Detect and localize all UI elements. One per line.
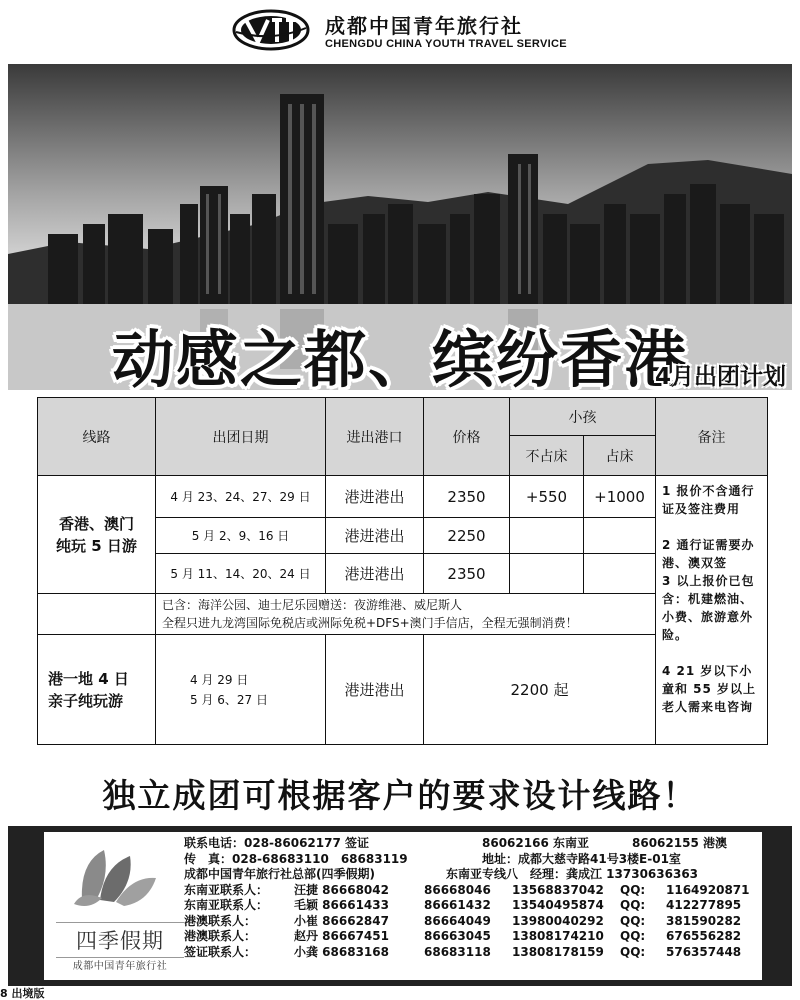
price: 2250 <box>424 518 510 554</box>
depart-date: 4 月 29 日 5 月 6、27 日 <box>156 635 326 745</box>
brand-name-cn: 成都中国青年旅行社 <box>325 14 523 38</box>
notes <box>656 476 768 745</box>
note-item: 4 21 岁以下小童和 55 岁以上老人需来电咨询 <box>662 664 757 714</box>
route-name: 香港、澳门 纯玩 5 日游 <box>38 476 156 594</box>
depart-date: 5 月 2、9、16 日 <box>156 518 326 554</box>
child-no-bed: +550 <box>510 476 584 518</box>
price: 2350 <box>424 476 510 518</box>
contact-person-row: 东南亚联系人： 汪捷 86668042 86668046 13568837042 QQ: 1164920871 <box>184 882 750 897</box>
header-with-bed: 占床 <box>584 436 656 476</box>
header-price: 价格 <box>424 398 510 476</box>
contact-box <box>44 832 762 980</box>
contact-person-row: 港澳联系人： 小崔 86662847 86664049 13980040292 QQ: 381590282 <box>184 913 742 928</box>
route-name: 港一地 4 日 亲子纯玩游 <box>38 635 156 745</box>
contact-person-row: 港澳联系人： 赵丹 86667451 86663045 13808174210 QQ: 676556282 <box>184 929 742 943</box>
price: 2200 起 <box>424 635 656 745</box>
included-items: 已含：海洋公园、迪士尼乐园赠送：夜游维港、威尼斯人 全程只进九龙湾国际免税店或洲际免税+DFS+澳门手信店，全程无强制消费！ <box>156 594 656 635</box>
page-footer: 8 出境版 <box>0 987 45 1000</box>
price: 2350 <box>424 554 510 594</box>
note-item: 3 以上报价已包含：机建燃油、小费、旅游意外险。 <box>662 574 755 642</box>
port: 港进港出 <box>326 518 424 554</box>
contact-line: 成都中国青年旅行社总部(四季假期) 东南亚专线八 经理：龚成江 13730636363 <box>184 867 699 881</box>
note-item: 2 通行证需要办港、澳双签 <box>662 538 755 570</box>
depart-date: 5 月 11、14、20、24 日 <box>156 554 326 594</box>
port: 港进港出 <box>326 635 424 745</box>
depart-date: 4 月 23、24、27、29 日 <box>156 476 326 518</box>
contact-line: 联系电话：028-86062177 签证 86062166 东南亚 86062155 港澳 <box>184 836 727 850</box>
brand-name-en: CHENGDU CHINA YOUTH TRAVEL SERVICE <box>325 38 567 50</box>
headline: 动感之都、缤纷香港 <box>111 323 688 390</box>
child-with-bed <box>584 518 656 554</box>
child-no-bed <box>510 518 584 554</box>
contact-person-row: 东南亚联系人： 毛颖 86661433 86661432 13540495874 QQ: 412277895 <box>184 898 742 912</box>
four-seasons-logo <box>52 842 176 972</box>
header-route: 线路 <box>38 398 156 476</box>
cyts-logo-icon <box>232 8 310 52</box>
header-date: 出团日期 <box>156 398 326 476</box>
port: 港进港出 <box>326 554 424 594</box>
contact-panel <box>8 826 792 986</box>
contact-line: 传 真：028-68683110 68683119 地址：成都大慈寺路41号3楼E-01室 <box>184 851 681 866</box>
plan-title: 4月出团计划 <box>654 364 786 390</box>
table-row <box>38 476 768 518</box>
port: 港进港出 <box>326 476 424 518</box>
four-seasons-name: 四季假期 <box>56 922 184 958</box>
child-no-bed <box>510 554 584 594</box>
contact-info <box>184 836 758 960</box>
contact-person-row: 签证联系人： 小龚 68683168 68683118 13808178159 QQ: 576357448 <box>184 944 742 959</box>
header <box>0 0 800 66</box>
tour-schedule-table <box>37 397 768 745</box>
hero-banner <box>8 64 792 390</box>
child-with-bed: +1000 <box>584 476 656 518</box>
four-seasons-flower-icon <box>52 842 176 918</box>
slogan: 独立成团可根据客户的要求设计线路！ <box>102 776 698 815</box>
header-child: 小孩 <box>510 398 656 436</box>
header-notes: 备注 <box>656 398 768 476</box>
header-port: 进出港口 <box>326 398 424 476</box>
note-item: 1 报价不含通行证及签注费用 <box>662 484 755 516</box>
header-no-bed: 不占床 <box>510 436 584 476</box>
four-seasons-subtitle: 成都中国青年旅行社 <box>72 961 168 972</box>
child-with-bed <box>584 554 656 594</box>
route-spacer <box>38 594 156 635</box>
